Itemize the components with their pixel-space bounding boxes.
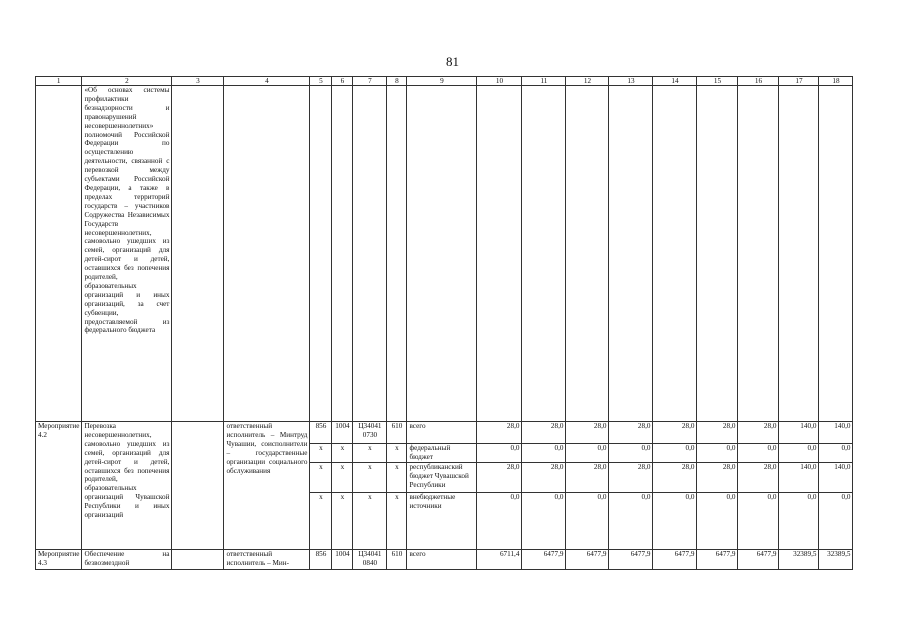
continuation-row <box>36 86 853 422</box>
value-cell: 28,0 <box>697 422 738 444</box>
column-number: 4 <box>224 77 310 86</box>
grbs-code: х <box>310 444 332 463</box>
measure-executor: ответственный исполнитель – Минтруд Чувашии, соисполнители – государственные организации социального обслуживания <box>224 422 310 550</box>
value-cell: 6711,4 <box>477 550 522 570</box>
funding-source: федеральный бюджет <box>407 444 477 463</box>
value-cell: 0,0 <box>477 493 522 550</box>
rzpr-code: х <box>332 463 353 493</box>
csr-code: х <box>353 493 387 550</box>
value-cell: 28,0 <box>566 463 609 493</box>
vr-code: 610 <box>387 422 407 444</box>
budget-table <box>35 76 853 570</box>
measure-name: Перевозка несовершеннолетних, самовольно ушедших из семей, организаций для детей-сирот и детей, оставшихся без попечения родителей, образовательных организаций Чувашской Республики и иных организаций <box>82 422 172 550</box>
rzpr-code: 1004 <box>332 550 353 570</box>
measure-label: Мероприятие 4.3 <box>36 550 82 570</box>
value-cell: 28,0 <box>653 422 697 444</box>
column-number: 16 <box>738 77 779 86</box>
value-cell: 32389,5 <box>819 550 853 570</box>
value-cell: 0,0 <box>779 444 819 463</box>
column-number: 7 <box>353 77 387 86</box>
grbs-code: 856 <box>310 422 332 444</box>
value-cell: 0,0 <box>609 493 653 550</box>
csr-code: х <box>353 463 387 493</box>
value-cell: 0,0 <box>697 444 738 463</box>
table-row <box>36 550 853 570</box>
funding-source: республиканский бюджет Чувашской Республики <box>407 463 477 493</box>
value-cell: 0,0 <box>566 493 609 550</box>
column-number: 17 <box>779 77 819 86</box>
grbs-code: 856 <box>310 550 332 570</box>
column-number: 6 <box>332 77 353 86</box>
column-number: 9 <box>407 77 477 86</box>
column-number: 12 <box>566 77 609 86</box>
rzpr-code: х <box>332 493 353 550</box>
measure-name: Обеспечение на безвозмездной <box>82 550 172 570</box>
csr-code: х <box>353 444 387 463</box>
funding-source: всего <box>407 422 477 444</box>
value-cell: 6477,9 <box>738 550 779 570</box>
value-cell: 140,0 <box>779 463 819 493</box>
value-cell: 0,0 <box>819 444 853 463</box>
value-cell: 0,0 <box>609 444 653 463</box>
vr-code: х <box>387 463 407 493</box>
column-number: 8 <box>387 77 407 86</box>
value-cell: 28,0 <box>653 463 697 493</box>
value-cell: 28,0 <box>609 422 653 444</box>
continuation-text: «Об основах системы профилактики безнадзорности и правонарушений несовершеннолетних» полномочий Российской Федерации по осуществлению деятельности, связанной с перевозкой между субъектами Российской Федерации, а также в пределах территорий государств – участников Содружества Независимых Государств несовершеннолетних, самовольно ушедших из семей, организаций для детей-сирот и детей, оставшихся без попечения родителей, образовательных организаций и иных организаций, за счет субвенции, предоставляемой из федерального бюджета <box>82 86 172 422</box>
vr-code: 610 <box>387 550 407 570</box>
value-cell: 0,0 <box>477 444 522 463</box>
funding-source: всего <box>407 550 477 570</box>
value-cell: 32389,5 <box>779 550 819 570</box>
value-cell: 28,0 <box>477 463 522 493</box>
column-number: 13 <box>609 77 653 86</box>
vr-code: х <box>387 493 407 550</box>
csr-code: Ц34041 0730 <box>353 422 387 444</box>
rzpr-code: 1004 <box>332 422 353 444</box>
value-cell: 6477,9 <box>653 550 697 570</box>
column-number: 11 <box>522 77 566 86</box>
value-cell: 28,0 <box>522 463 566 493</box>
page-number: 81 <box>446 54 459 69</box>
value-cell: 28,0 <box>522 422 566 444</box>
csr-code: Ц34041 0840 <box>353 550 387 570</box>
value-cell: 0,0 <box>522 493 566 550</box>
value-cell: 6477,9 <box>522 550 566 570</box>
column-number: 18 <box>819 77 853 86</box>
value-cell: 0,0 <box>566 444 609 463</box>
rzpr-code: х <box>332 444 353 463</box>
value-cell: 28,0 <box>738 463 779 493</box>
value-cell: 0,0 <box>738 444 779 463</box>
column-number: 2 <box>82 77 172 86</box>
column-number: 5 <box>310 77 332 86</box>
value-cell: 0,0 <box>779 493 819 550</box>
funding-source: внебюджетные источники <box>407 493 477 550</box>
value-cell: 140,0 <box>779 422 819 444</box>
vr-code: х <box>387 444 407 463</box>
column-number: 1 <box>36 77 82 86</box>
value-cell: 28,0 <box>697 463 738 493</box>
value-cell: 140,0 <box>819 463 853 493</box>
column-number: 3 <box>172 77 224 86</box>
column-number: 15 <box>697 77 738 86</box>
value-cell: 140,0 <box>819 422 853 444</box>
value-cell: 28,0 <box>738 422 779 444</box>
value-cell: 0,0 <box>522 444 566 463</box>
value-cell: 0,0 <box>697 493 738 550</box>
value-cell: 6477,9 <box>609 550 653 570</box>
value-cell: 0,0 <box>653 493 697 550</box>
value-cell: 0,0 <box>738 493 779 550</box>
measure-label: Мероприятие 4.2 <box>36 422 82 550</box>
value-cell: 0,0 <box>653 444 697 463</box>
value-cell: 0,0 <box>819 493 853 550</box>
value-cell: 28,0 <box>609 463 653 493</box>
grbs-code: х <box>310 463 332 493</box>
value-cell: 6477,9 <box>697 550 738 570</box>
table-row <box>36 422 853 444</box>
column-number-row <box>36 77 853 86</box>
grbs-code: х <box>310 493 332 550</box>
column-number: 14 <box>653 77 697 86</box>
column-number: 10 <box>477 77 522 86</box>
value-cell: 6477,9 <box>566 550 609 570</box>
measure-executor: ответственный исполнитель – Мин- <box>224 550 310 570</box>
value-cell: 28,0 <box>477 422 522 444</box>
value-cell: 28,0 <box>566 422 609 444</box>
